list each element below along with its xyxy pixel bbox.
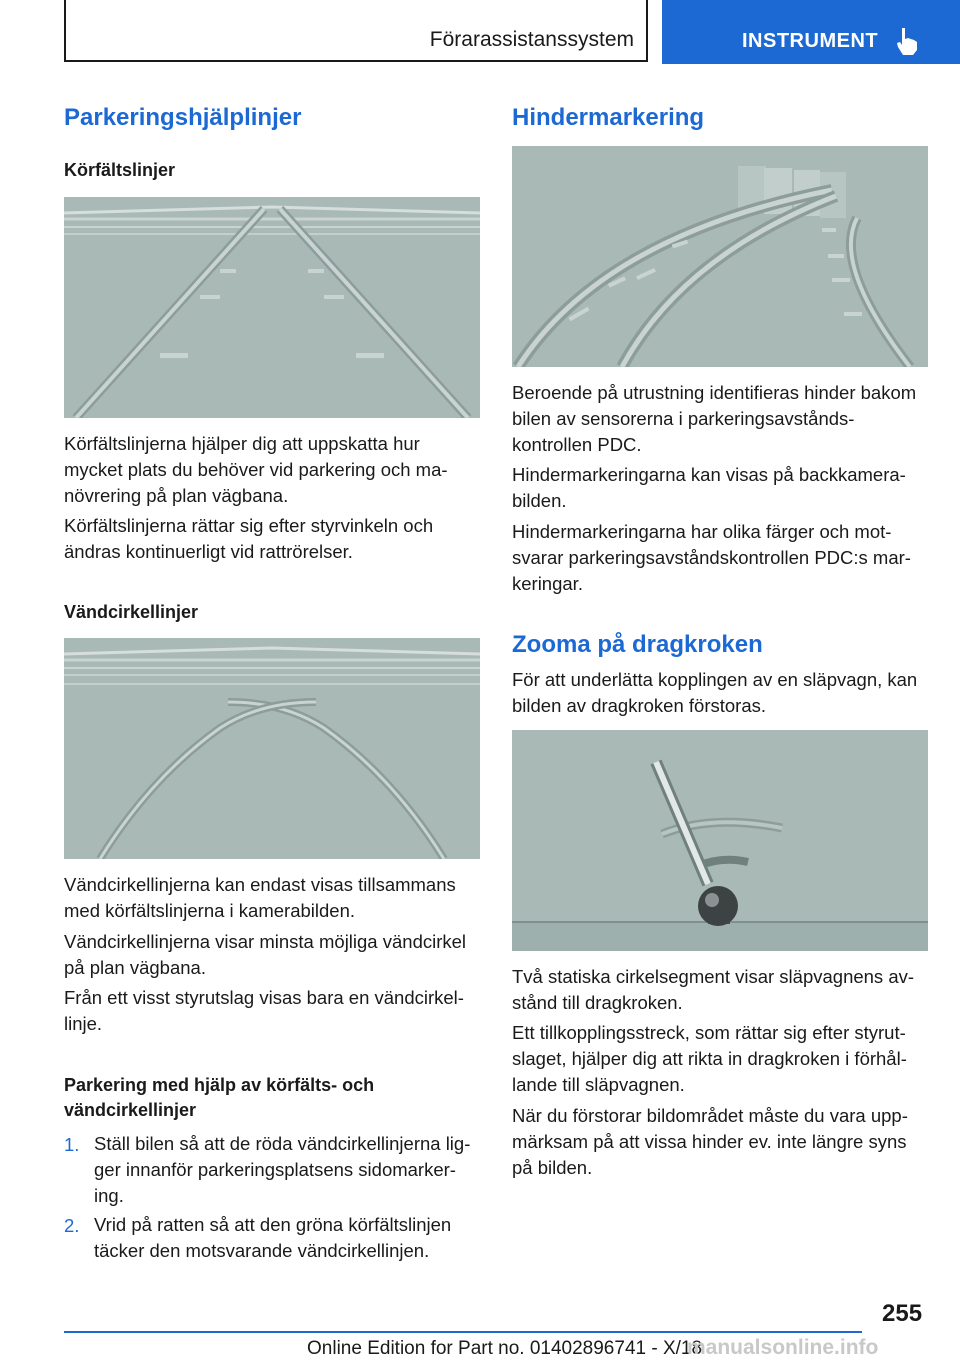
step-1-number: 1. <box>64 1134 80 1155</box>
header-section-title: Förarassistanssystem <box>429 28 634 51</box>
turning-circle-paragraph-3: Från ett visst styrutslag visas bara en vändcirkel-linje. <box>64 987 464 1034</box>
zoom-paragraph-2: Två statiska cirkelsegment visar släpvagnens av-stånd till dragkroken. <box>512 966 915 1013</box>
footer-watermark: manualsonline.info <box>687 1336 879 1359</box>
header-chapter-label: INSTRUMENT <box>742 30 879 52</box>
turning-circle-figure <box>64 638 480 859</box>
section-title-obstacle-marking: Hindermarkering <box>512 104 705 131</box>
obstacle-paragraph-3: Hindermarkeringarna har olika färger och mot-svarar parkeringsavståndskontrollen PDC:s mar-keringar. <box>512 521 911 594</box>
lane-lines-figure <box>64 197 480 418</box>
header-section-box <box>64 0 648 62</box>
lane-lines-illustration <box>64 197 480 418</box>
obstacle-marking-illustration <box>512 146 928 367</box>
obstacle-marking-figure <box>512 146 928 367</box>
lane-lines-paragraph-1: Körfältslinjerna hjälper dig att uppskatta hur mycket plats du behöver vid parkering och ma-növrering på plan vägbana. <box>64 433 448 506</box>
turning-circle-paragraph-2: Vändcirkellinjerna visar minsta möjliga vändcirkel på plan vägbana. <box>64 931 467 978</box>
subheading-lane-lines: Körfältslinjer <box>64 160 176 180</box>
pointing-hand-icon <box>894 26 920 56</box>
zoom-paragraph-1: För att underlätta kopplingen av en släpvagn, kan bilden av dragkroken förstoras. <box>512 669 918 716</box>
turning-circle-paragraph-1: Vändcirkellinjerna kan endast visas tillsammans med körfältslinjerna i kamerabilden. <box>64 874 456 921</box>
footer-edition-text: Online Edition for Part no. 01402896741 - X/18 <box>307 1338 703 1359</box>
hitch-zoom-illustration <box>512 730 928 951</box>
obstacle-paragraph-1: Beroende på utrustning identifieras hinder bakom bilen av sensorerna i parkeringsavstånds-kontrollen PDC. <box>512 382 917 455</box>
zoom-paragraph-4: När du förstorar bildområdet måste du vara upp-märksam på att vissa hinder ev. inte längre syns på bilden. <box>512 1105 908 1178</box>
zoom-paragraph-3: Ett tillkopplingsstreck, som rättar sig efter styrut-slaget, hjälper dig att rikta in dragkroken i förhål-lande till släpvagnen. <box>512 1022 907 1095</box>
step-2-number: 2. <box>64 1215 80 1236</box>
subheading-turning-circle-lines: Vändcirkellinjer <box>64 602 199 622</box>
header-chapter-tab <box>662 0 960 64</box>
obstacle-paragraph-2: Hindermarkeringarna kan visas på backkamera-bilden. <box>512 464 906 511</box>
step-1-text: Ställ bilen så att de röda vändcirkellinjerna lig-ger innanför parkeringsplatsens sidomarker-ing. <box>94 1133 471 1206</box>
step-2-text: Vrid på ratten så att den gröna körfältslinjen täcker den motsvarande vändcirkellinjen. <box>94 1214 452 1261</box>
turning-circle-illustration <box>64 638 480 859</box>
lane-lines-paragraph-2: Körfältslinjerna rättar sig efter styrvinkeln och ändras kontinuerligt vid rattrörelser. <box>64 515 434 562</box>
page-number: 255 <box>882 1300 923 1327</box>
section-title-parking-lines: Parkeringshjälplinjer <box>64 104 302 131</box>
footer-divider <box>64 1331 862 1333</box>
hitch-zoom-figure <box>512 730 928 951</box>
section-title-zoom-hitch: Zooma på dragkroken <box>512 631 763 658</box>
subheading-parking-with-lines: Parkering med hjälp av körfälts- och vändcirkellinjer <box>64 1075 375 1120</box>
